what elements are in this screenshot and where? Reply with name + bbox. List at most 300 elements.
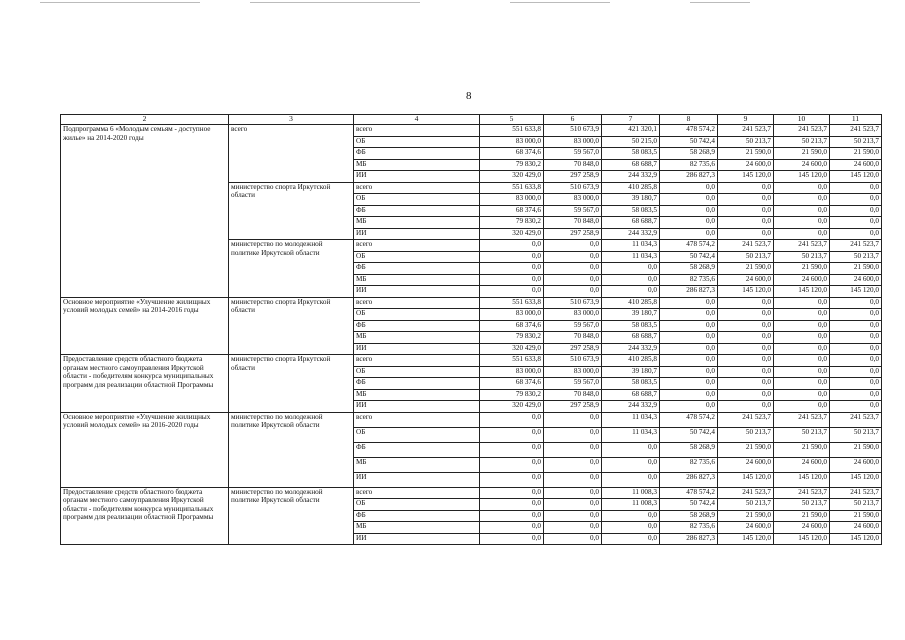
amount-cell: 0,0 [774,343,830,355]
amount-cell: 0,0 [830,378,882,390]
amount-cell: 50 213,7 [830,136,882,148]
amount-cell: 241 523,7 [830,125,882,137]
amount-cell: 59 567,0 [544,148,602,160]
amount-cell: 241 523,7 [830,240,882,252]
amount-cell: 59 567,0 [544,320,602,332]
table-row [61,297,882,309]
executor-cell: министерство по молодежной политике Иркутской области [229,412,354,487]
amount-cell: 79 830,2 [480,332,544,344]
table-row [61,412,882,427]
amount-cell: 0,0 [660,343,718,355]
amount-cell: 0,0 [480,472,544,487]
amount-cell: 297 258,9 [544,228,602,240]
amount-cell: 145 120,0 [718,472,774,487]
amount-cell: 0,0 [718,401,774,413]
funding-source-cell: МБ [354,522,480,534]
amount-cell: 50 213,7 [718,136,774,148]
amount-cell: 21 590,0 [774,148,830,160]
column-header: 8 [660,115,718,125]
amount-cell: 0,0 [660,217,718,229]
amount-cell: 79 830,2 [480,389,544,401]
column-header: 10 [774,115,830,125]
amount-cell: 50 742,4 [660,136,718,148]
column-header: 4 [354,115,480,125]
amount-cell: 0,0 [544,457,602,472]
column-header: 11 [830,115,882,125]
amount-cell: 39 180,7 [602,194,660,206]
amount-cell: 0,0 [544,274,602,286]
amount-cell: 241 523,7 [774,412,830,427]
amount-cell: 39 180,7 [602,309,660,321]
amount-cell: 68 374,6 [480,148,544,160]
scan-top-mark [40,2,200,3]
amount-cell: 70 848,0 [544,389,602,401]
funding-source-cell: ОБ [354,309,480,321]
amount-cell: 11 008,3 [602,487,660,499]
amount-cell: 0,0 [544,412,602,427]
amount-cell: 0,0 [830,366,882,378]
amount-cell: 0,0 [830,343,882,355]
amount-cell: 286 827,3 [660,533,718,545]
amount-cell: 0,0 [830,355,882,367]
funding-source-cell: ИИ [354,228,480,240]
amount-cell: 0,0 [830,389,882,401]
amount-cell: 0,0 [718,217,774,229]
funding-source-cell: ОБ [354,136,480,148]
amount-cell: 320 429,0 [480,401,544,413]
amount-cell: 21 590,0 [718,510,774,522]
amount-cell: 83 000,0 [480,309,544,321]
amount-cell: 24 600,0 [718,457,774,472]
funding-source-cell: ФБ [354,320,480,332]
amount-cell: 145 120,0 [718,533,774,545]
amount-cell: 0,0 [544,427,602,442]
amount-cell: 0,0 [480,442,544,457]
column-header: 2 [61,115,229,125]
funding-source-cell: всего [354,240,480,252]
amount-cell: 145 120,0 [774,533,830,545]
funding-source-cell: ФБ [354,510,480,522]
amount-cell: 24 600,0 [830,457,882,472]
amount-cell: 21 590,0 [830,442,882,457]
amount-cell: 145 120,0 [830,286,882,298]
amount-cell: 24 600,0 [830,159,882,171]
amount-cell: 82 735,6 [660,522,718,534]
funding-source-cell: всего [354,297,480,309]
amount-cell: 11 008,3 [602,499,660,511]
amount-cell: 145 120,0 [718,286,774,298]
executor-cell: министерство спорта Иркутской области [229,355,354,413]
amount-cell: 50 213,7 [774,499,830,511]
funding-source-cell: ОБ [354,366,480,378]
funding-source-cell: всего [354,182,480,194]
amount-cell: 0,0 [480,286,544,298]
amount-cell: 59 567,0 [544,205,602,217]
amount-cell: 0,0 [602,274,660,286]
amount-cell: 145 120,0 [774,286,830,298]
amount-cell: 0,0 [718,378,774,390]
amount-cell: 0,0 [480,522,544,534]
amount-cell: 0,0 [660,297,718,309]
funding-source-cell: МБ [354,274,480,286]
amount-cell: 11 034,3 [602,412,660,427]
amount-cell: 83 000,0 [544,309,602,321]
amount-cell: 0,0 [660,389,718,401]
funding-source-cell: МБ [354,389,480,401]
amount-cell: 410 285,8 [602,182,660,194]
funding-source-cell: МБ [354,457,480,472]
program-title: Основное мероприятие «Улучшение жилищных условий молодых семей» на 2016-2020 годы [61,412,229,487]
amount-cell: 510 673,9 [544,355,602,367]
amount-cell: 24 600,0 [830,274,882,286]
amount-cell: 0,0 [830,194,882,206]
amount-cell: 0,0 [830,320,882,332]
amount-cell: 0,0 [480,274,544,286]
table-row [61,125,882,137]
table-row [61,355,882,367]
amount-cell: 50 213,7 [718,251,774,263]
funding-source-cell: ИИ [354,286,480,298]
amount-cell: 0,0 [718,194,774,206]
amount-cell: 0,0 [544,286,602,298]
amount-cell: 83 000,0 [480,366,544,378]
amount-cell: 70 848,0 [544,159,602,171]
amount-cell: 241 523,7 [774,240,830,252]
funding-source-cell: ОБ [354,499,480,511]
amount-cell: 58 083,5 [602,320,660,332]
amount-cell: 83 000,0 [480,194,544,206]
amount-cell: 241 523,7 [774,125,830,137]
amount-cell: 0,0 [602,286,660,298]
amount-cell: 241 523,7 [718,412,774,427]
amount-cell: 0,0 [774,205,830,217]
amount-cell: 410 285,8 [602,355,660,367]
amount-cell: 83 000,0 [544,194,602,206]
funding-source-cell: МБ [354,217,480,229]
amount-cell: 551 633,8 [480,125,544,137]
amount-cell: 0,0 [660,355,718,367]
amount-cell: 0,0 [718,343,774,355]
amount-cell: 0,0 [774,182,830,194]
amount-cell: 241 523,7 [718,240,774,252]
amount-cell: 58 083,5 [602,148,660,160]
amount-cell: 0,0 [544,533,602,545]
amount-cell: 0,0 [660,309,718,321]
funding-source-cell: ИИ [354,171,480,183]
funding-source-cell: всего [354,412,480,427]
program-title: Основное мероприятие «Улучшение жилищных условий молодых семей» на 2014-2016 годы [61,297,229,355]
amount-cell: 286 827,3 [660,286,718,298]
amount-cell: 21 590,0 [774,510,830,522]
amount-cell: 21 590,0 [774,263,830,275]
amount-cell: 0,0 [660,205,718,217]
amount-cell: 21 590,0 [830,510,882,522]
amount-cell: 0,0 [544,487,602,499]
amount-cell: 0,0 [718,366,774,378]
funding-source-cell: ИИ [354,343,480,355]
amount-cell: 0,0 [480,499,544,511]
amount-cell: 421 320,1 [602,125,660,137]
amount-cell: 0,0 [480,457,544,472]
amount-cell: 24 600,0 [774,159,830,171]
amount-cell: 11 034,3 [602,251,660,263]
amount-cell: 244 332,9 [602,343,660,355]
amount-cell: 0,0 [480,427,544,442]
amount-cell: 50 213,7 [774,251,830,263]
amount-cell: 68 374,6 [480,320,544,332]
amount-cell: 0,0 [830,297,882,309]
amount-cell: 50 213,7 [718,427,774,442]
amount-cell: 68 688,7 [602,159,660,171]
amount-cell: 0,0 [660,366,718,378]
amount-cell: 24 600,0 [774,457,830,472]
amount-cell: 0,0 [660,194,718,206]
amount-cell: 0,0 [544,240,602,252]
amount-cell: 297 258,9 [544,343,602,355]
amount-cell: 0,0 [830,401,882,413]
amount-cell: 68 374,6 [480,378,544,390]
amount-cell: 82 735,6 [660,159,718,171]
amount-cell: 0,0 [718,309,774,321]
amount-cell: 21 590,0 [718,148,774,160]
amount-cell: 0,0 [774,378,830,390]
amount-cell: 68 374,6 [480,205,544,217]
amount-cell: 0,0 [602,522,660,534]
amount-cell: 21 590,0 [718,442,774,457]
amount-cell: 478 574,2 [660,412,718,427]
amount-cell: 58 268,9 [660,148,718,160]
amount-cell: 244 332,9 [602,401,660,413]
amount-cell: 68 688,7 [602,332,660,344]
amount-cell: 0,0 [660,401,718,413]
amount-cell: 58 083,5 [602,205,660,217]
amount-cell: 24 600,0 [774,274,830,286]
amount-cell: 0,0 [774,332,830,344]
amount-cell: 0,0 [602,510,660,522]
amount-cell: 50 742,4 [660,499,718,511]
amount-cell: 58 083,5 [602,378,660,390]
amount-cell: 0,0 [480,240,544,252]
amount-cell: 0,0 [480,412,544,427]
amount-cell: 83 000,0 [544,366,602,378]
amount-cell: 320 429,0 [480,171,544,183]
header-row [61,115,882,125]
amount-cell: 0,0 [660,332,718,344]
amount-cell: 0,0 [718,228,774,240]
amount-cell: 58 268,9 [660,510,718,522]
amount-cell: 0,0 [602,533,660,545]
table-row [61,487,882,499]
amount-cell: 0,0 [480,533,544,545]
amount-cell: 0,0 [774,194,830,206]
column-header: 6 [544,115,602,125]
amount-cell: 241 523,7 [774,487,830,499]
amount-cell: 320 429,0 [480,228,544,240]
amount-cell: 50 742,4 [660,251,718,263]
amount-cell: 11 034,3 [602,240,660,252]
amount-cell: 0,0 [718,320,774,332]
amount-cell: 58 268,9 [660,442,718,457]
amount-cell: 478 574,2 [660,487,718,499]
funding-source-cell: ИИ [354,472,480,487]
executor-cell: министерство спорта Иркутской области [229,297,354,355]
amount-cell: 24 600,0 [830,522,882,534]
amount-cell: 0,0 [544,472,602,487]
amount-cell: 79 830,2 [480,217,544,229]
funding-source-cell: МБ [354,159,480,171]
amount-cell: 510 673,9 [544,297,602,309]
funding-source-cell: ФБ [354,205,480,217]
executor-cell: министерство спорта Иркутской области [229,182,354,240]
amount-cell: 50 213,7 [830,427,882,442]
scan-top-mark [510,2,610,3]
scan-top-mark [690,2,750,3]
amount-cell: 0,0 [774,355,830,367]
amount-cell: 0,0 [830,217,882,229]
amount-cell: 0,0 [774,297,830,309]
funding-source-cell: ОБ [354,427,480,442]
amount-cell: 510 673,9 [544,182,602,194]
amount-cell: 21 590,0 [718,263,774,275]
column-header: 7 [602,115,660,125]
amount-cell: 0,0 [830,182,882,194]
amount-cell: 0,0 [660,378,718,390]
amount-cell: 82 735,6 [660,274,718,286]
amount-cell: 50 213,7 [830,499,882,511]
scan-top-mark [250,2,420,3]
amount-cell: 0,0 [774,228,830,240]
amount-cell: 11 034,3 [602,427,660,442]
amount-cell: 70 848,0 [544,332,602,344]
amount-cell: 0,0 [774,217,830,229]
funding-source-cell: всего [354,125,480,137]
amount-cell: 145 120,0 [718,171,774,183]
amount-cell: 82 735,6 [660,457,718,472]
amount-cell: 50 742,4 [660,427,718,442]
amount-cell: 83 000,0 [544,136,602,148]
amount-cell: 244 332,9 [602,171,660,183]
amount-cell: 0,0 [660,228,718,240]
amount-cell: 0,0 [544,522,602,534]
amount-cell: 0,0 [544,251,602,263]
amount-cell: 145 120,0 [830,171,882,183]
amount-cell: 0,0 [774,309,830,321]
funding-source-cell: ИИ [354,533,480,545]
amount-cell: 0,0 [718,389,774,401]
amount-cell: 59 567,0 [544,378,602,390]
amount-cell: 145 120,0 [830,533,882,545]
executor-cell: министерство по молодежной политике Иркутской области [229,240,354,298]
amount-cell: 0,0 [480,487,544,499]
amount-cell: 79 830,2 [480,159,544,171]
funding-source-cell: ОБ [354,194,480,206]
program-title: Подпрограмма 6 «Молодым семьям - доступное жилье» на 2014-2020 годы [61,125,229,298]
amount-cell: 244 332,9 [602,228,660,240]
funding-source-cell: ФБ [354,263,480,275]
amount-cell: 0,0 [774,389,830,401]
funding-source-cell: ФБ [354,442,480,457]
amount-cell: 0,0 [718,297,774,309]
amount-cell: 0,0 [480,251,544,263]
budget-table [60,114,882,545]
amount-cell: 50 213,7 [718,499,774,511]
amount-cell: 297 258,9 [544,171,602,183]
amount-cell: 0,0 [830,228,882,240]
amount-cell: 24 600,0 [718,274,774,286]
amount-cell: 241 523,7 [718,487,774,499]
amount-cell: 83 000,0 [480,136,544,148]
amount-cell: 478 574,2 [660,125,718,137]
amount-cell: 0,0 [718,355,774,367]
amount-cell: 50 215,0 [602,136,660,148]
amount-cell: 410 285,8 [602,297,660,309]
amount-cell: 241 523,7 [718,125,774,137]
amount-cell: 50 213,7 [774,136,830,148]
amount-cell: 0,0 [830,309,882,321]
funding-source-cell: ФБ [354,148,480,160]
amount-cell: 510 673,9 [544,125,602,137]
funding-source-cell: ОБ [354,251,480,263]
amount-cell: 0,0 [660,320,718,332]
amount-cell: 24 600,0 [718,522,774,534]
amount-cell: 0,0 [602,263,660,275]
amount-cell: 286 827,3 [660,472,718,487]
amount-cell: 50 213,7 [830,251,882,263]
amount-cell: 58 268,9 [660,263,718,275]
amount-cell: 0,0 [830,332,882,344]
amount-cell: 0,0 [774,320,830,332]
column-header: 5 [480,115,544,125]
program-title: Предоставление средств областного бюджета органам местного самоуправления Иркутской области - победителям конкурса муниципальных программ для реализации областной Программы [61,487,229,545]
amount-cell: 0,0 [718,332,774,344]
amount-cell: 551 633,8 [480,355,544,367]
amount-cell: 0,0 [544,510,602,522]
funding-source-cell: всего [354,355,480,367]
amount-cell: 286 827,3 [660,171,718,183]
amount-cell: 21 590,0 [830,263,882,275]
page-number: 8 [466,90,472,102]
amount-cell: 145 120,0 [774,472,830,487]
amount-cell: 0,0 [718,182,774,194]
table-body [61,125,882,545]
column-header: 9 [718,115,774,125]
funding-source-cell: ФБ [354,378,480,390]
amount-cell: 0,0 [602,472,660,487]
amount-cell: 0,0 [544,263,602,275]
amount-cell: 0,0 [480,510,544,522]
amount-cell: 24 600,0 [774,522,830,534]
program-title: Предоставление средств областного бюджета органам местного самоуправления Иркутской области - победителям конкурса муниципальных программ для реализации областной Программы [61,355,229,413]
amount-cell: 0,0 [774,401,830,413]
amount-cell: 0,0 [480,263,544,275]
amount-cell: 68 688,7 [602,389,660,401]
amount-cell: 551 633,8 [480,182,544,194]
amount-cell: 39 180,7 [602,366,660,378]
amount-cell: 297 258,9 [544,401,602,413]
amount-cell: 0,0 [602,442,660,457]
amount-cell: 0,0 [544,499,602,511]
amount-cell: 478 574,2 [660,240,718,252]
column-header: 3 [229,115,354,125]
amount-cell: 68 688,7 [602,217,660,229]
amount-cell: 70 848,0 [544,217,602,229]
funding-source-cell: МБ [354,332,480,344]
amount-cell: 551 633,8 [480,297,544,309]
executor-cell: всего [229,125,354,183]
amount-cell: 241 523,7 [830,487,882,499]
amount-cell: 241 523,7 [830,412,882,427]
amount-cell: 0,0 [774,366,830,378]
